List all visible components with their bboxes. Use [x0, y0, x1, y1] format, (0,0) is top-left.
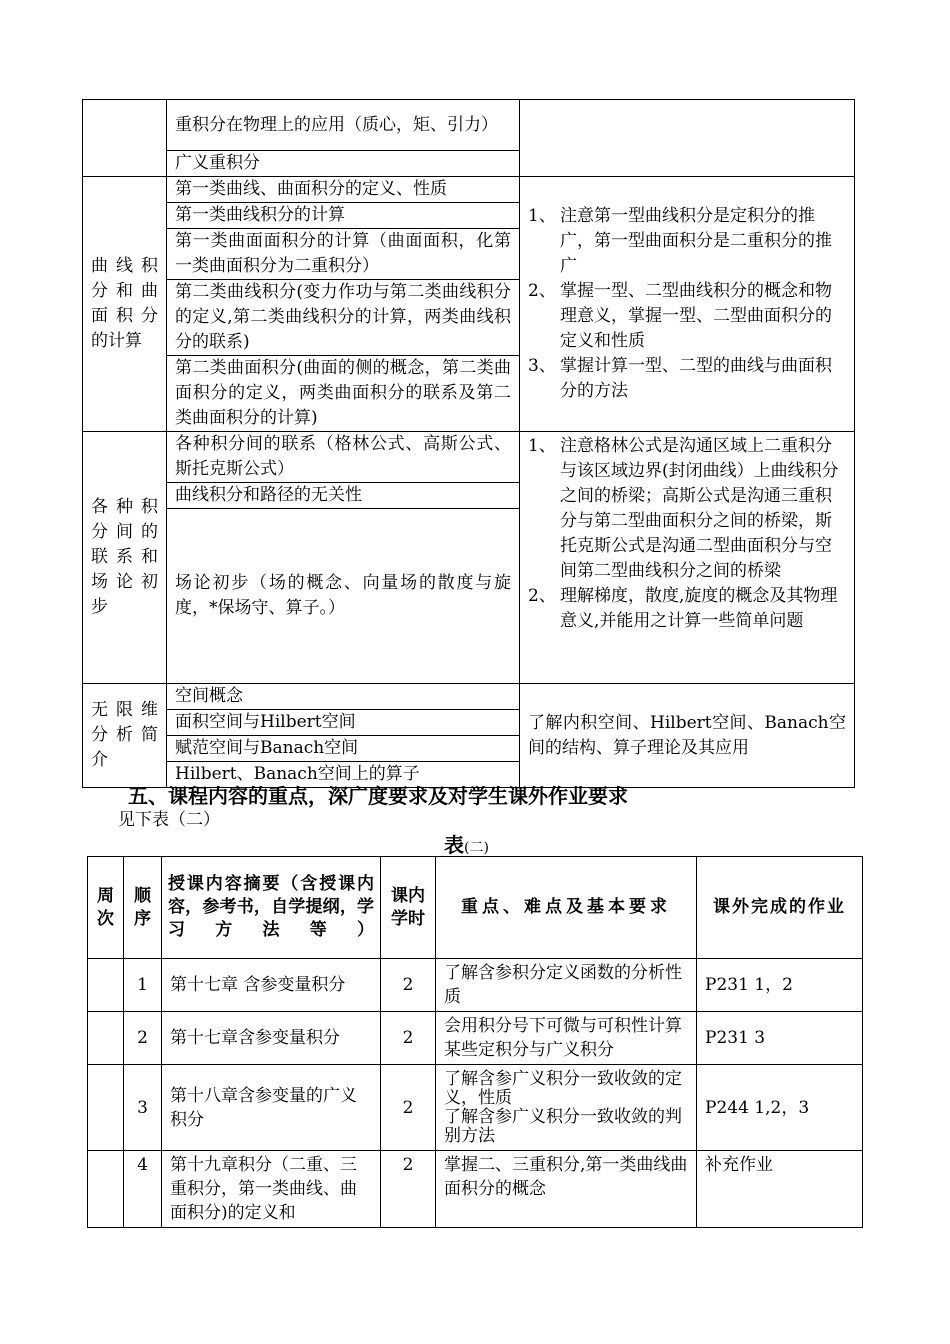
table-row — [88, 959, 863, 1012]
requirements-list — [528, 434, 846, 634]
topic-cell: 重积分在物理上的应用（质心，矩、引力） — [167, 100, 520, 151]
topic-cell: 第二类曲线积分(变力作功与第二类曲线积分的定义,第二类曲线积分的计算，两类曲线积分的联系) — [167, 280, 520, 356]
order-cell: 1 — [124, 959, 162, 1012]
group2-name-cell: 各种积分间的联系和场论初步 — [83, 432, 167, 684]
requirement-item: 3、 掌握计算一型、二型的曲线与曲面积分的方法 — [528, 356, 832, 401]
order-cell: 4 — [124, 1151, 162, 1228]
topic-cell: 场论初步（场的概念、向量场的散度与旋度，*保场守、算子。） — [167, 509, 520, 684]
week-cell — [88, 1012, 124, 1065]
curriculum-table-1 — [82, 99, 855, 788]
content-cell: 第十七章 含参变量积分 — [162, 959, 381, 1012]
key-cell: 了解含参积分定义函数的分析性质 — [436, 959, 697, 1012]
table-row — [88, 1151, 863, 1228]
requirement-item: 1、 注意格林公式是沟通区域上二重积分与该区域边界(封闭曲线）上曲线积分之间的桥梁；高斯公式是沟通三重积分与第二型曲面积分之间的桥梁，斯托克斯公式是沟通二型曲面积分与空间第二型曲线积分之间的桥梁 — [528, 436, 839, 581]
week-cell — [88, 959, 124, 1012]
content-cell: 第十九章积分（二重、三重积分，第一类曲线、曲面积分)的定义和 — [162, 1151, 381, 1228]
key-cell: 会用积分号下可微与可积性计算某些定积分与广义积分 — [436, 1012, 697, 1065]
key-cell: 掌握二、三重积分,第一类曲线曲面积分的概念 — [436, 1151, 697, 1228]
header-hours: 课内学时 — [381, 857, 436, 959]
group0-requirements-cell — [520, 100, 855, 177]
topic-cell: 第二类曲面积分(曲面的侧的概念，第二类曲面积分的定义，两类曲面积分的联系及第二类曲面积分的计算) — [167, 356, 520, 432]
header-homework: 课外完成的作业 — [697, 857, 863, 959]
hours-cell: 2 — [381, 959, 436, 1012]
group0-name-cell — [83, 100, 167, 177]
requirement-item: 2、 理解梯度，散度,旋度的概念及其物理意义,并能用之计算一些简单问题 — [528, 586, 838, 631]
order-cell: 2 — [124, 1012, 162, 1065]
requirements-list — [528, 204, 846, 404]
table-row — [88, 1065, 863, 1151]
topic-cell: 赋范空间与Banach空间 — [167, 736, 520, 762]
group3-name-cell: 无限维分析简介 — [83, 684, 167, 788]
homework-cell: 补充作业 — [697, 1151, 863, 1228]
week-cell — [88, 1065, 124, 1151]
content-cell: 第十七章含参变量积分 — [162, 1012, 381, 1065]
order-cell: 3 — [124, 1065, 162, 1151]
topic-cell: Hilbert、Banach空间上的算子 — [167, 762, 520, 788]
header-week: 周次 — [88, 857, 124, 959]
table2-caption: 表(二) — [444, 833, 489, 857]
homework-cell: P231 1，2 — [697, 959, 863, 1012]
section-title: 五、课程内容的重点，深广度要求及对学生课外作业要求 — [128, 784, 628, 808]
topic-cell: 第一类曲线、曲面积分的定义、性质 — [167, 177, 520, 203]
homework-cell: P244 1,2，3 — [697, 1065, 863, 1151]
see-below-note: 见下表（二） — [118, 810, 220, 830]
header-key-points: 重点、难点及基本要求 — [436, 857, 697, 959]
header-summary: 授课内容摘要（含授课内容，参考书，自学提纲，学习方法等） — [162, 857, 381, 959]
group2-requirements-cell — [520, 432, 855, 684]
topic-cell: 空间概念 — [167, 684, 520, 710]
header-order: 顺序 — [124, 857, 162, 959]
hours-cell: 2 — [381, 1012, 436, 1065]
week-cell — [88, 1151, 124, 1228]
topic-cell: 第一类曲面面积分的计算（曲面面积，化第一类曲面积分为二重积分） — [167, 229, 520, 280]
homework-cell: P231 3 — [697, 1012, 863, 1065]
content-cell: 第十八章含参变量的广义积分 — [162, 1065, 381, 1151]
key-cell: 了解含参广义积分一致收敛的定义，性质 了解含参广义积分一致收敛的判别方法 — [436, 1065, 697, 1151]
table-row — [88, 1012, 863, 1065]
group1-requirements-cell — [520, 177, 855, 432]
topic-cell: 广义重积分 — [167, 151, 520, 177]
topic-cell: 各种积分间的联系（格林公式、高斯公式、斯托克斯公式） — [167, 432, 520, 483]
hours-cell: 2 — [381, 1065, 436, 1151]
topic-cell: 面积空间与Hilbert空间 — [167, 710, 520, 736]
hours-cell: 2 — [381, 1151, 436, 1228]
group1-name-cell: 曲线积分和曲面积分的计算 — [83, 177, 167, 432]
topic-cell: 曲线积分和路径的无关性 — [167, 483, 520, 509]
requirement-item: 2、 掌握一型、二型曲线积分的概念和物理意义，掌握一型、二型曲面积分的定义和性质 — [528, 281, 832, 351]
requirement-item: 1、 注意第一型曲线积分是定积分的推广，第一型曲面积分是二重积分的推广 — [528, 206, 832, 276]
topic-cell: 第一类曲线积分的计算 — [167, 203, 520, 229]
schedule-table-2 — [87, 856, 863, 1228]
group3-requirements-cell: 了解内积空间、Hilbert空间、Banach空间的结构、算子理论及其应用 — [520, 684, 855, 788]
